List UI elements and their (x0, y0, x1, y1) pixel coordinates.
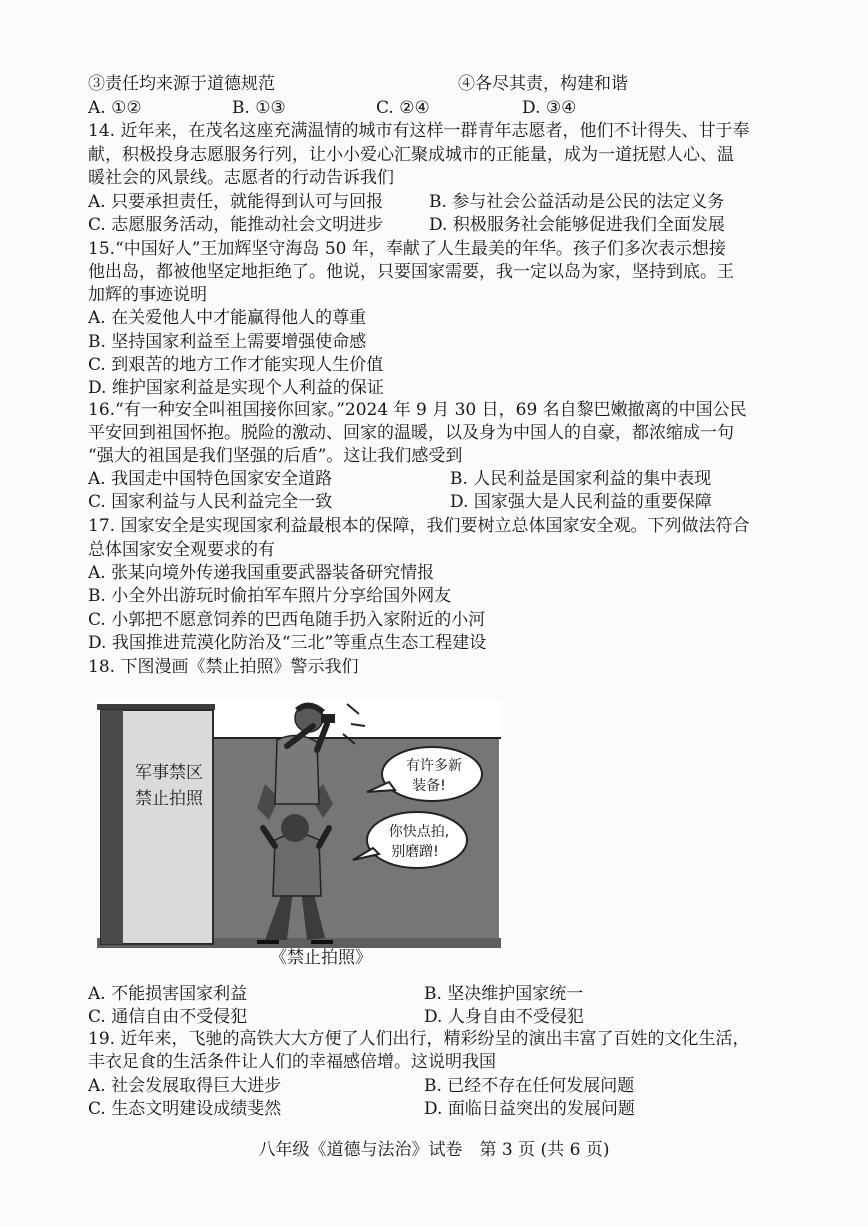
choice-a: A. ①② (88, 98, 142, 118)
q16-choice-c: C. 国家利益与人民利益完全一致 (88, 492, 333, 512)
q14-stem-line: 14. 近年来，在茂名这座充满温情的城市有这样一群青年志愿者，他们不计得失、甘于奉 (88, 121, 750, 141)
q18-choice-a: A. 不能损害国家利益 (88, 984, 248, 1004)
bubble-2-line-2: 别磨蹭! (391, 844, 439, 860)
q19-stem-line: 丰衣足食的生活条件让人们的幸福感倍增。这说明我国 (88, 1052, 496, 1072)
q17-choice-a: A. 张某向境外传递我国重要武器装备研究情报 (88, 563, 435, 583)
q16-choice-a: A. 我国走中国特色国家安全道路 (88, 469, 333, 489)
q18-stem: 18. 下图漫画《禁止拍照》警示我们 (88, 657, 359, 677)
option-item-4: ④各尽其责，构建和谐 (458, 74, 628, 94)
q19-stem-line: 19. 近年来，飞驰的高铁大大方便了人们出行，精彩纷呈的演出丰富了百姓的文化生活， (88, 1029, 750, 1049)
choice-b: B. ①③ (232, 98, 286, 118)
q18-choice-b: B. 坚决维护国家统一 (424, 984, 584, 1004)
q16-choice-d: D. 国家强大是人民利益的重要保障 (450, 492, 712, 512)
q14-stem-line: 献，积极投身志愿服务行列，让小小爱心汇聚成城市的正能量，成为一道抚慰人心、温 (88, 145, 734, 165)
q17-stem-line: 总体国家安全观要求的有 (88, 540, 275, 560)
bubble-2-line-1: 你快点拍, (388, 824, 450, 840)
sign-text-line-1: 军事禁区 (135, 763, 203, 783)
comic-no-photography (97, 700, 501, 948)
q18-choice-d: D. 人身自由不受侵犯 (424, 1007, 584, 1027)
q17-choice-b: B. 小全外出游玩时偷拍军车照片分享给国外网友 (88, 586, 452, 606)
q18-choice-c: C. 通信自由不受侵犯 (88, 1007, 248, 1027)
q14-choice-d: D. 积极服务社会能够促进我们全面发展 (429, 215, 725, 235)
bubble-1-line-1: 有许多新 (406, 758, 462, 774)
q14-choice-c: C. 志愿服务活动，能推动社会文明进步 (88, 215, 384, 235)
q16-stem-line: 16.“有一种安全叫祖国接你回家。”2024 年 9 月 30 日，69 名自黎巴嫩撤离的中国公民 (88, 400, 747, 420)
q15-choice-c: C. 到艰苦的地方工作才能实现人生价值 (88, 355, 384, 375)
q14-choice-a: A. 只要承担责任，就能得到认可与回报 (88, 192, 384, 212)
page-footer: 八年级《道德与法治》试卷 第 3 页 (共 6 页) (258, 1140, 610, 1160)
q16-stem-line: “强大的祖国是我们坚强的后盾”。这让我们感受到 (88, 446, 463, 466)
q14-choice-b: B. 参与社会公益活动是公民的法定义务 (429, 192, 725, 212)
pillar-edge (101, 710, 123, 944)
q15-stem-line: 他出岛，都被他坚定地拒绝了。他说，只要国家需要，我一定以岛为家，坚持到底。王 (88, 262, 734, 282)
q15-choice-a: A. 在关爱他人中才能赢得他人的尊重 (88, 308, 367, 328)
q19-choice-a: A. 社会发展取得巨大进步 (88, 1076, 282, 1096)
q15-stem-line: 加辉的事迹说明 (88, 285, 207, 305)
option-item-3: ③责任均来源于道德规范 (88, 74, 275, 94)
q15-choice-d: D. 维护国家利益是实现个人利益的保证 (88, 378, 384, 398)
q17-stem-line: 17. 国家安全是实现国家利益最根本的保障，我们要树立总体国家安全观。下列做法符合 (88, 516, 750, 536)
q14-stem-line: 暖社会的风景线。志愿者的行动告诉我们 (88, 168, 394, 188)
comic-caption: 《禁止拍照》 (270, 948, 372, 968)
sign-text-line-2: 禁止拍照 (135, 789, 203, 809)
q16-choice-b: B. 人民利益是国家利益的集中表现 (450, 469, 712, 489)
q17-choice-c: C. 小郭把不愿意饲养的巴西龟随手扔入家附近的小河 (88, 610, 486, 630)
q19-choice-d: D. 面临日益突出的发展问题 (424, 1099, 635, 1119)
choice-c: C. ②④ (376, 98, 430, 118)
choice-d: D. ③④ (522, 98, 577, 118)
q19-choice-b: B. 已经不存在任何发展问题 (424, 1076, 635, 1096)
q19-choice-c: C. 生态文明建设成绩斐然 (88, 1099, 282, 1119)
q15-choice-b: B. 坚持国家利益至上需要增强使命感 (88, 332, 367, 352)
q15-stem-line: 15.“中国好人”王加辉坚守海岛 50 年，奉献了人生最美的年华。孩子们多次表示想接 (88, 239, 726, 259)
q17-choice-d: D. 我国推进荒漠化防治及“三北”等重点生态工程建设 (88, 633, 487, 653)
bubble-1-line-2: 装备! (412, 778, 446, 794)
q16-stem-line: 平安回到祖国怀抱。脱险的激动、回家的温暖，以及身为中国人的自豪，都浓缩成一句 (88, 423, 734, 443)
